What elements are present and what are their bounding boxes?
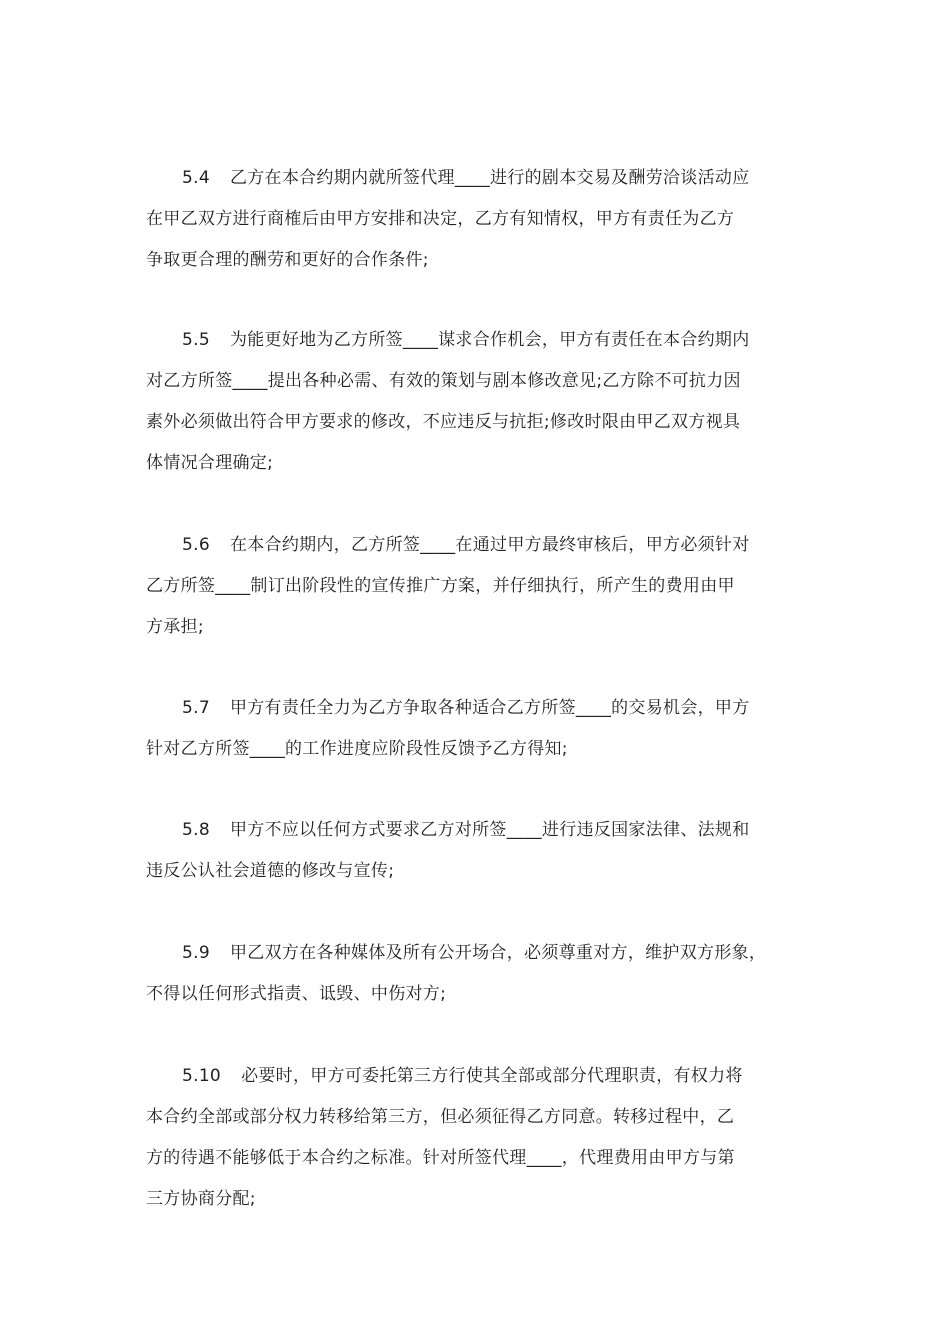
clause-number: 5.10 (182, 1066, 222, 1086)
clause-line: 方的待遇不能够低于本合约之标准。针对所签代理____，代理费用由甲方与第 (146, 1148, 735, 1168)
clause-line: 针对乙方所签____的工作进度应阶段性反馈予乙方得知; (146, 739, 568, 759)
clause-text: 甲乙双方在各种媒体及所有公开场合，必须尊重对方，维护双方形象， (229, 943, 767, 963)
clause-first-line (146, 320, 816, 361)
clause-line: 争取更合理的酬劳和更好的合作条件; (146, 250, 429, 270)
clause-line: 对乙方所签____提出各种必需、有效的策划与剧本修改意见;乙方除不可抗力因 (146, 371, 741, 391)
clause-5-5 (146, 320, 816, 484)
clause-line: 体情况合理确定; (146, 453, 274, 473)
clause-number: 5.6 (182, 535, 210, 555)
clause-5-4 (146, 158, 816, 281)
clause-line: 在甲乙双方进行商榷后由甲方安排和决定，乙方有知情权，甲方有责任为乙方 (146, 209, 735, 229)
clause-text: 为能更好地为乙方所签____谋求合作机会，甲方有责任在本合约期内 (229, 330, 750, 350)
clause-first-line (146, 688, 816, 729)
clause-first-line (146, 810, 816, 851)
clause-text: 乙方在本合约期内就所签代理____进行的剧本交易及酬劳洽谈活动应 (229, 168, 750, 188)
clause-line: 乙方所签____制订出阶段性的宣传推广方案，并仔细执行，所产生的费用由甲 (146, 576, 735, 596)
clause-line: 三方协商分配; (146, 1189, 256, 1209)
clause-line: 违反公认社会道德的修改与宣传; (146, 861, 395, 881)
clause-text: 甲方不应以任何方式要求乙方对所签____进行违反国家法律、法规和 (229, 820, 750, 840)
clause-first-line (146, 525, 816, 566)
clause-text: 在本合约期内，乙方所签____在通过甲方最终审核后，甲方必须针对 (229, 535, 750, 555)
clause-first-line (146, 1056, 816, 1097)
clause-5-10 (146, 1056, 816, 1220)
clause-number: 5.8 (182, 820, 210, 840)
clause-5-6 (146, 525, 816, 648)
clause-5-7 (146, 688, 816, 770)
clause-first-line (146, 933, 816, 974)
clause-line: 素外必须做出符合甲方要求的修改，不应违反与抗拒;修改时限由甲乙双方视具 (146, 412, 741, 432)
clause-5-9 (146, 933, 816, 1015)
clause-number: 5.4 (182, 168, 210, 188)
clause-text: 甲方有责任全力为乙方争取各种适合乙方所签____的交易机会，甲方 (229, 698, 750, 718)
clause-number: 5.7 (182, 698, 210, 718)
clause-5-8 (146, 810, 816, 892)
clause-number: 5.5 (182, 330, 210, 350)
clause-first-line (146, 158, 816, 199)
clause-text: 必要时，甲方可委托第三方行使其全部或部分代理职责，有权力将 (241, 1066, 743, 1086)
clause-line: 本合约全部或部分权力转移给第三方，但必须征得乙方同意。转移过程中，乙 (146, 1107, 735, 1127)
clause-line: 方承担; (146, 617, 204, 637)
clause-number: 5.9 (182, 943, 210, 963)
clause-line: 不得以任何形式指责、诋毁、中伤对方; (146, 984, 447, 1004)
